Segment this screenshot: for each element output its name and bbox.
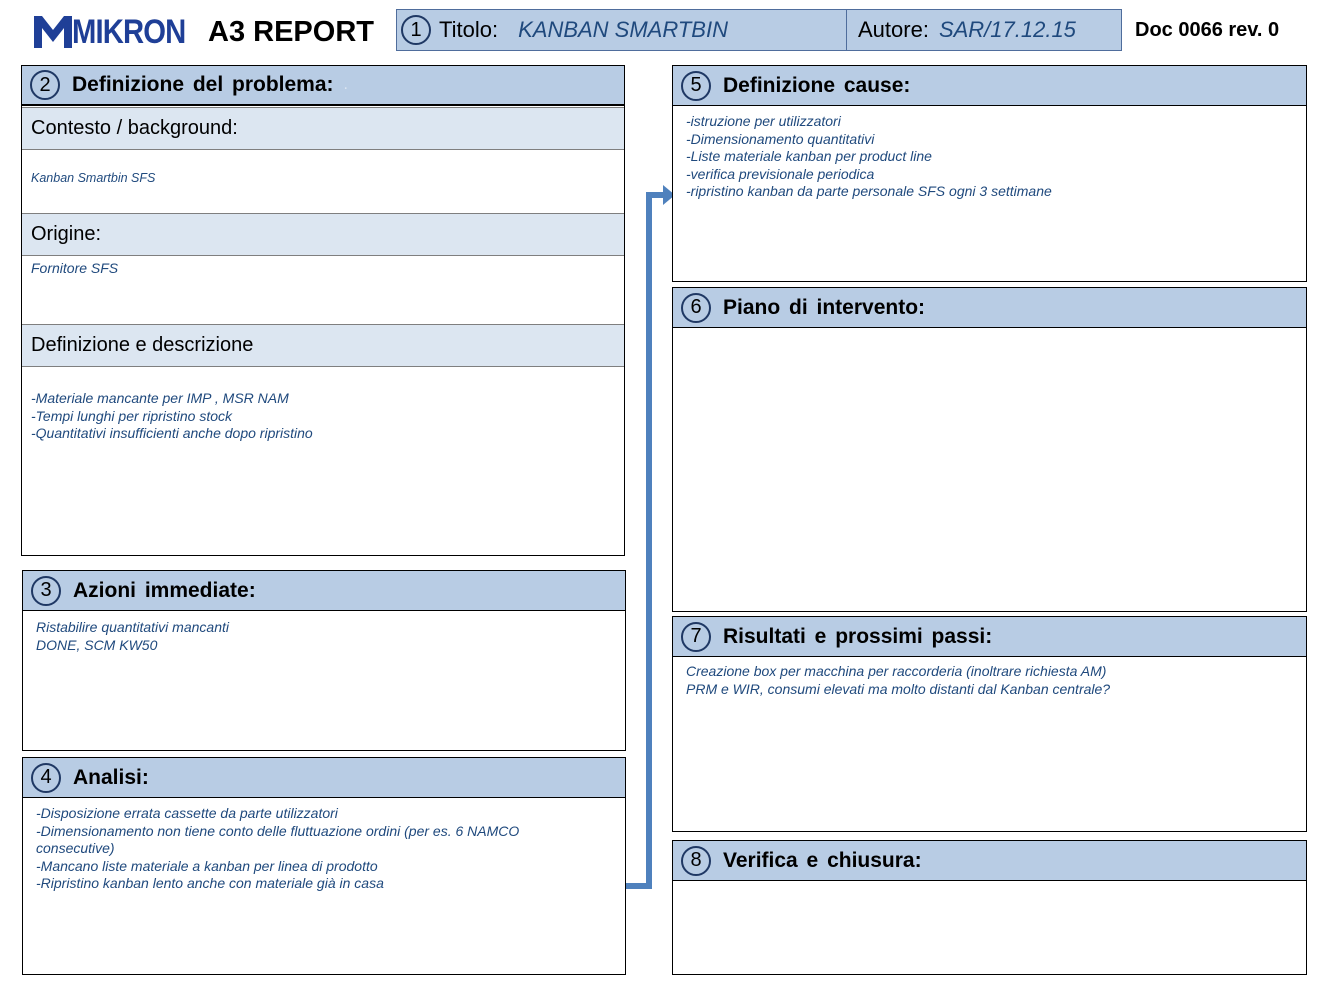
- context-text: Kanban Smartbin SFS: [31, 171, 156, 185]
- description-header: Definizione e descrizione: [22, 324, 624, 367]
- panel-title: Definizione cause:: [723, 73, 911, 97]
- panel-cause-definition: [672, 65, 1307, 282]
- origin-text: Fornitore SFS: [31, 260, 119, 276]
- text-line: -ripristino kanban da parte personale SFS ogni 3 settimane: [686, 183, 1052, 199]
- panel-title: Definizione del problema:: [72, 73, 334, 96]
- text-line: consecutive): [36, 840, 115, 856]
- panel-results: [672, 616, 1307, 832]
- analysis-text: [36, 805, 519, 893]
- origin-header: Origine:: [22, 213, 624, 256]
- text-line: -Dimensionamento quantitativi: [686, 130, 875, 147]
- flow-arrow: [620, 180, 680, 895]
- text-line: -Dimensionamento non tiene conto delle fluttuazione ordini (per es. 6 NAMCO: [36, 822, 520, 839]
- title-dot: .: [343, 76, 348, 93]
- text-line: -Liste materiale kanban per product line: [686, 148, 932, 164]
- author-value: SAR/17.12.15: [938, 17, 1076, 42]
- text-line: Creazione box per macchina per raccorderia (inoltrare richiesta AM): [686, 663, 1107, 679]
- immediate-actions-text: [36, 619, 229, 654]
- panel-header: [673, 617, 1306, 657]
- panel-title: Verifica e chiusura:: [723, 848, 922, 872]
- text-line: DONE, SCM KW50: [36, 636, 158, 653]
- author-label: Autore:: [858, 17, 929, 42]
- report-title: A3 REPORT: [208, 16, 374, 48]
- text-line: -verifica previsionale periodica: [686, 165, 875, 182]
- panel-action-plan: [672, 287, 1307, 612]
- title-box: [396, 9, 1122, 51]
- panel-immediate-actions: [22, 570, 626, 751]
- causes-text: [686, 113, 1052, 201]
- description-line: -Quantitativi insufficienti anche dopo ripristino: [31, 425, 313, 441]
- panel-title: Azioni immediate:: [73, 578, 256, 602]
- panel-title: Risultati e prossimi passi:: [723, 624, 993, 648]
- section-number-1: 1: [401, 15, 431, 45]
- description-text: [31, 390, 313, 443]
- description-line: -Materiale mancante per IMP , MSR NAM: [31, 390, 289, 406]
- section-number-3: 3: [31, 576, 61, 606]
- section-number-4: 4: [31, 763, 61, 793]
- section-number-7: 7: [681, 622, 711, 652]
- panel-header: [673, 288, 1306, 328]
- panel-title: Piano di intervento:: [723, 295, 926, 319]
- text-line: Ristabilire quantitativi mancanti: [36, 619, 229, 635]
- section-number-6: 6: [681, 293, 711, 323]
- panel-header: [22, 66, 624, 106]
- panel-header: [23, 758, 625, 798]
- description-line: -Tempi lunghi per ripristino stock: [31, 407, 233, 424]
- mikron-logo-icon: [34, 16, 72, 48]
- panel-analysis: [22, 757, 626, 975]
- panel-header: [673, 841, 1306, 881]
- section-number-5: 5: [681, 71, 711, 101]
- title-label: Titolo:: [439, 17, 499, 42]
- results-text: [686, 663, 1110, 698]
- panel-header: [673, 66, 1306, 106]
- section-number-2: 2: [30, 70, 60, 100]
- panel-title: Analisi:: [73, 765, 149, 789]
- logo-text: MIKRON: [72, 12, 186, 51]
- mikron-logo: [34, 14, 204, 50]
- panel-verification: [672, 840, 1307, 975]
- text-line: PRM e WIR, consumi elevati ma molto distanti dal Kanban centrale?: [686, 680, 1111, 697]
- context-header: Contesto / background:: [22, 107, 624, 150]
- title-value: KANBAN SMARTBIN: [518, 17, 728, 42]
- text-line: -Ripristino kanban lento anche con materiale già in casa: [36, 875, 384, 891]
- text-line: -istruzione per utilizzatori: [686, 113, 841, 129]
- doc-number: Doc 0066 rev. 0: [1135, 19, 1280, 41]
- panel-problem-definition: [21, 65, 625, 556]
- text-line: -Disposizione errata cassette da parte utilizzatori: [36, 805, 338, 821]
- section-number-8: 8: [681, 846, 711, 876]
- text-line: -Mancano liste materiale a kanban per linea di prodotto: [36, 857, 378, 874]
- panel-header: [23, 571, 625, 611]
